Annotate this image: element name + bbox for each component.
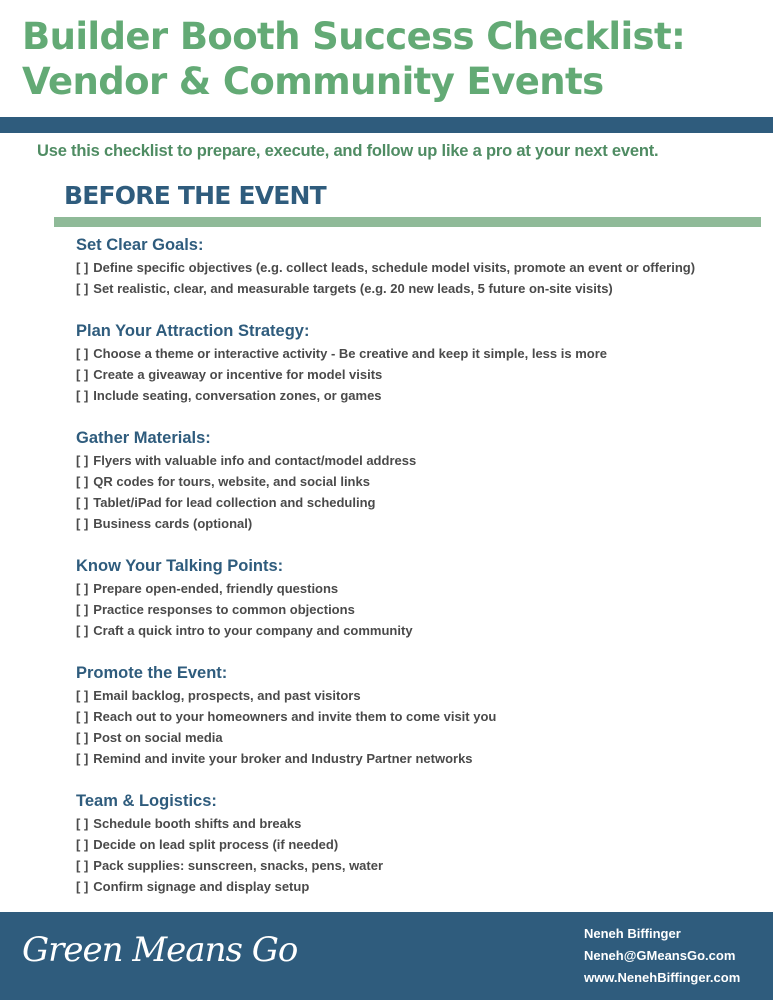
checklist-item-label: Set realistic, clear, and measurable targets (e.g. 20 new leads, 5 future on-site visits) bbox=[93, 281, 613, 296]
checklist-item bbox=[76, 855, 756, 876]
checkbox[interactable]: [ ] bbox=[76, 495, 89, 510]
checklist-item-label: Prepare open-ended, friendly questions bbox=[93, 581, 339, 596]
checklist-item bbox=[76, 492, 756, 513]
checklist-group-attraction-strategy bbox=[76, 320, 756, 406]
checkbox[interactable]: [ ] bbox=[76, 516, 89, 531]
checklist-item-label: Practice responses to common objections bbox=[93, 602, 355, 617]
checklist-item-label: Create a giveaway or incentive for model visits bbox=[93, 367, 383, 382]
checklist-item-label: Schedule booth shifts and breaks bbox=[93, 816, 302, 831]
title-line-2: Vendor & Community Events bbox=[22, 60, 604, 103]
checklist-item-label: Craft a quick intro to your company and community bbox=[93, 623, 413, 638]
checklist-item-label: Pack supplies: sunscreen, snacks, pens, water bbox=[93, 858, 384, 873]
checkbox[interactable]: [ ] bbox=[76, 474, 89, 489]
checklist-item-label: Decide on lead split process (if needed) bbox=[93, 837, 339, 852]
checklist-group-gather-materials bbox=[76, 427, 756, 534]
checkbox[interactable]: [ ] bbox=[76, 388, 89, 403]
contact-email-link[interactable]: Neneh@GMeansGo.com bbox=[584, 948, 736, 963]
contact-info bbox=[584, 923, 740, 989]
checklist-item bbox=[76, 599, 756, 620]
checklist-item bbox=[76, 343, 756, 364]
group-title: Team & Logistics: bbox=[76, 792, 217, 810]
checklist-item-label: Remind and invite your broker and Industry Partner networks bbox=[93, 751, 473, 766]
checklist-item-label: Business cards (optional) bbox=[93, 516, 253, 531]
checklist-group-set-clear-goals bbox=[76, 234, 756, 299]
group-title: Set Clear Goals: bbox=[76, 236, 204, 254]
checklist-item-label: Confirm signage and display setup bbox=[93, 879, 310, 894]
checkbox[interactable]: [ ] bbox=[76, 602, 89, 617]
checklist-group-promote-event bbox=[76, 662, 756, 769]
checkbox[interactable]: [ ] bbox=[76, 816, 89, 831]
checklist-group-team-logistics bbox=[76, 790, 756, 897]
checklist-item bbox=[76, 471, 756, 492]
section-heading-before-the-event: BEFORE THE EVENT bbox=[64, 181, 326, 210]
subtitle: Use this checklist to prepare, execute, and follow up like a pro at your next event. bbox=[37, 142, 659, 160]
checklist-item bbox=[76, 685, 756, 706]
checklist bbox=[76, 234, 756, 918]
checklist-item bbox=[76, 620, 756, 641]
checkbox[interactable]: [ ] bbox=[76, 837, 89, 852]
checklist-item bbox=[76, 513, 756, 534]
checklist-item bbox=[76, 748, 756, 769]
checkbox[interactable]: [ ] bbox=[76, 367, 89, 382]
header-divider-bar bbox=[0, 117, 773, 133]
checklist-item bbox=[76, 813, 756, 834]
checklist-item-label: Include seating, conversation zones, or games bbox=[93, 388, 382, 403]
contact-website-link[interactable]: www.NenehBiffinger.com bbox=[584, 970, 741, 985]
checklist-item-label: Post on social media bbox=[93, 730, 223, 745]
checklist-item bbox=[76, 450, 756, 471]
checklist-item bbox=[76, 257, 756, 278]
checklist-item bbox=[76, 578, 756, 599]
checklist-item-label: Tablet/iPad for lead collection and scheduling bbox=[93, 495, 376, 510]
green-means-go-logo: Green Means Go bbox=[22, 930, 298, 970]
section-divider-bar bbox=[54, 217, 761, 227]
checkbox[interactable]: [ ] bbox=[76, 260, 89, 275]
checklist-item bbox=[76, 834, 756, 855]
checklist-item-label: Reach out to your homeowners and invite them to come visit you bbox=[93, 709, 497, 724]
checkbox[interactable]: [ ] bbox=[76, 453, 89, 468]
checklist-item bbox=[76, 278, 756, 299]
footer bbox=[0, 912, 773, 1000]
checklist-item-label: Choose a theme or interactive activity - Be creative and keep it simple, less is more bbox=[93, 346, 607, 361]
checklist-item bbox=[76, 727, 756, 748]
checklist-item-label: Email backlog, prospects, and past visitors bbox=[93, 688, 361, 703]
checklist-item-label: Flyers with valuable info and contact/model address bbox=[93, 453, 417, 468]
checklist-item bbox=[76, 385, 756, 406]
checkbox[interactable]: [ ] bbox=[76, 281, 89, 296]
checkbox[interactable]: [ ] bbox=[76, 346, 89, 361]
group-title: Gather Materials: bbox=[76, 429, 211, 447]
page-title bbox=[22, 14, 685, 104]
checklist-item-label: Define specific objectives (e.g. collect leads, schedule model visits, promote an event or offering) bbox=[93, 260, 696, 275]
checkbox[interactable]: [ ] bbox=[76, 709, 89, 724]
checkbox[interactable]: [ ] bbox=[76, 623, 89, 638]
checklist-item-label: QR codes for tours, website, and social links bbox=[93, 474, 370, 489]
checklist-item bbox=[76, 876, 756, 897]
checkbox[interactable]: [ ] bbox=[76, 730, 89, 745]
contact-name: Neneh Biffinger bbox=[584, 926, 681, 941]
group-title: Promote the Event: bbox=[76, 664, 228, 682]
checkbox[interactable]: [ ] bbox=[76, 581, 89, 596]
checklist-item bbox=[76, 706, 756, 727]
checkbox[interactable]: [ ] bbox=[76, 858, 89, 873]
title-line-1: Builder Booth Success Checklist: bbox=[22, 15, 686, 58]
checklist-group-talking-points bbox=[76, 555, 756, 641]
group-title: Plan Your Attraction Strategy: bbox=[76, 322, 310, 340]
checklist-item bbox=[76, 364, 756, 385]
checkbox[interactable]: [ ] bbox=[76, 751, 89, 766]
checkbox[interactable]: [ ] bbox=[76, 688, 89, 703]
checkbox[interactable]: [ ] bbox=[76, 879, 89, 894]
group-title: Know Your Talking Points: bbox=[76, 557, 284, 575]
